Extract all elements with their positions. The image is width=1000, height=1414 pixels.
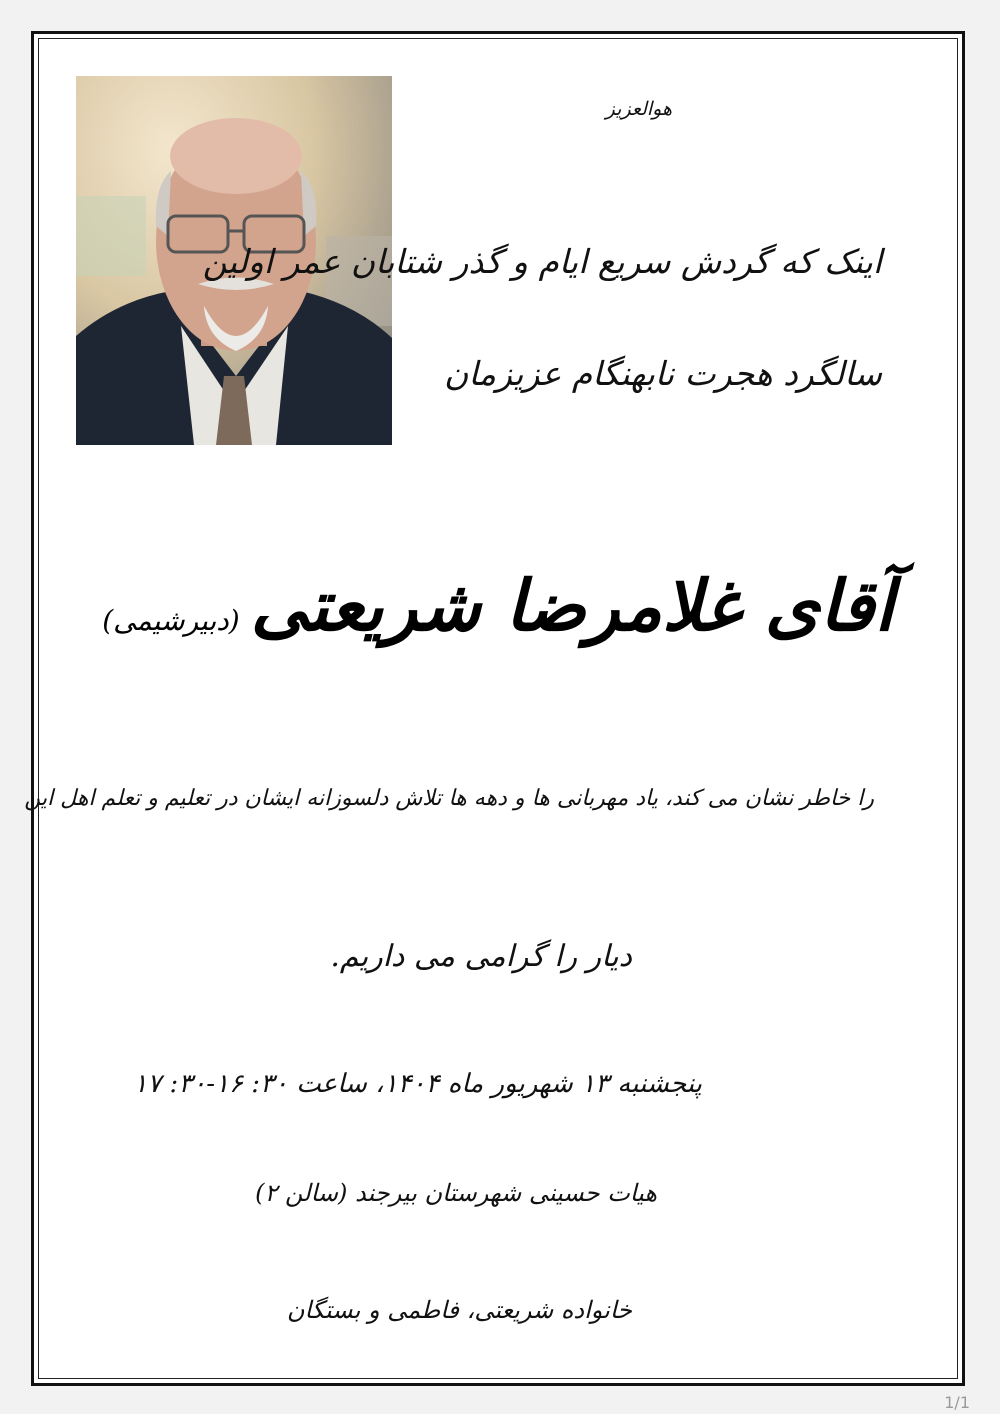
intro-line-1: اینک که گردش سریع ایام و گذر شتابان عمر اولین [202,242,882,281]
ceremony-venue: هیات حسینی شهرستان بیرجند (سالن ۲) [255,1179,657,1207]
body-line-1: را خاطر نشان می کند، یاد مهربانی ها و دهه ها تلاش دلسوزانه ایشان در تعلیم و تعلم اهل این [24,786,874,811]
invocation-text: هوالعزیز [605,98,672,120]
family-signature: خانواده شریعتی، فاطمی و بستگان [286,1296,632,1324]
ceremony-date-time: پنجشنبه ۱۳ شهریور ماه ۱۴۰۴، ساعت ۳۰: ۱۶-۳۰: ۱۷ [133,1069,702,1099]
deceased-name-block [34,564,962,647]
page-indicator: 1/1 [944,1393,970,1412]
intro-line-2: سالگرد هجرت نابهنگام عزیزمان [444,354,882,393]
body-line-2: دیار را گرامی می داریم. [330,939,632,974]
notice-border [24,31,965,1386]
deceased-title: (دبیرشیمی) [102,604,240,637]
deceased-name: آقای غلامرضا شریعتی [250,564,894,647]
